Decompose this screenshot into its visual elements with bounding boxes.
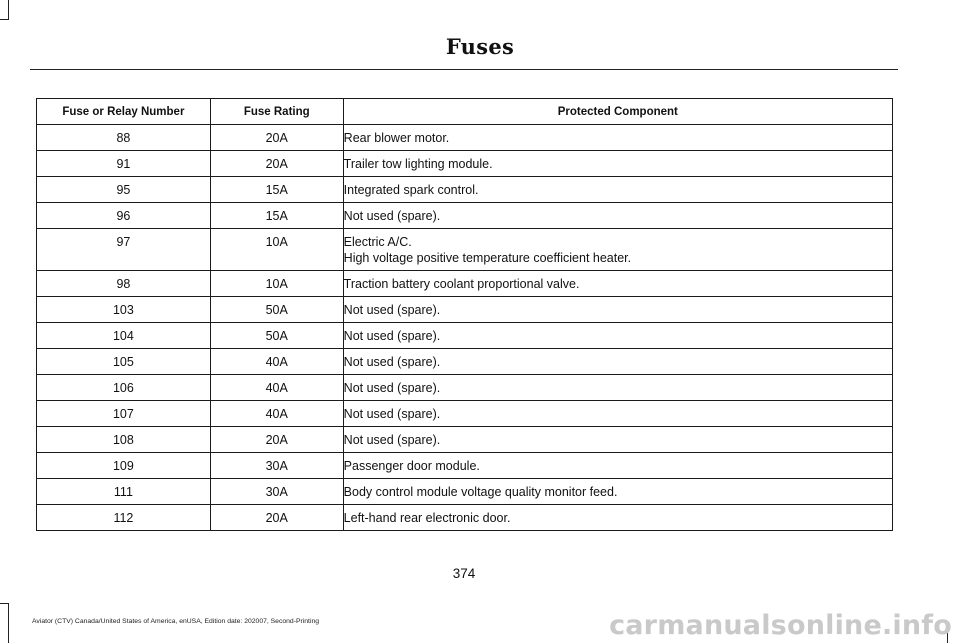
component-line: Not used (spare). — [343, 303, 441, 317]
protected-component-cell — [343, 177, 892, 203]
crop-mark — [0, 603, 9, 604]
page-number: 374 — [452, 566, 476, 581]
fuse-rating-cell: 20A — [210, 427, 343, 453]
table-row — [37, 151, 893, 177]
protected-component-cell — [343, 453, 892, 479]
table-row — [37, 271, 893, 297]
fuse-rating-cell: 20A — [210, 151, 343, 177]
table-row — [37, 125, 893, 151]
fuse-rating-cell: 30A — [210, 479, 343, 505]
fuse-number-cell: 96 — [37, 203, 211, 229]
component-line: Passenger door module. — [343, 459, 480, 473]
fuse-number-cell: 91 — [37, 151, 211, 177]
table-header-row — [37, 99, 893, 125]
fuse-rating-cell: 15A — [210, 203, 343, 229]
protected-component-cell — [343, 427, 892, 453]
component-line: Left-hand rear electronic door. — [343, 511, 511, 525]
fuse-number-cell: 112 — [37, 505, 211, 531]
fuse-number-cell: 103 — [37, 297, 211, 323]
protected-component-cell — [343, 323, 892, 349]
fuse-rating-cell: 50A — [210, 297, 343, 323]
protected-component-cell — [343, 229, 892, 271]
fuse-rating-cell: 15A — [210, 177, 343, 203]
table-row — [37, 349, 893, 375]
fuse-rating-cell: 50A — [210, 323, 343, 349]
fuse-number-cell: 88 — [37, 125, 211, 151]
fuse-number-cell: 111 — [37, 479, 211, 505]
fuse-rating-cell: 30A — [210, 453, 343, 479]
table-body — [37, 125, 893, 531]
component-line: High voltage positive temperature coefficient heater. — [343, 251, 632, 265]
fuse-rating-cell: 40A — [210, 349, 343, 375]
crop-mark — [8, 0, 9, 20]
table-row — [37, 229, 893, 271]
fuse-number-cell: 104 — [37, 323, 211, 349]
column-header-protected-component: Protected Component — [343, 99, 892, 125]
table-row — [37, 505, 893, 531]
crop-mark — [8, 603, 9, 643]
component-line: Electric A/C. — [343, 235, 412, 249]
fuse-rating-cell: 20A — [210, 505, 343, 531]
fuse-number-cell: 109 — [37, 453, 211, 479]
header-divider — [30, 69, 898, 70]
table-row — [37, 203, 893, 229]
table-row — [37, 401, 893, 427]
protected-component-cell — [343, 479, 892, 505]
protected-component-cell — [343, 271, 892, 297]
fuse-rating-cell: 20A — [210, 125, 343, 151]
protected-component-cell — [343, 203, 892, 229]
protected-component-cell — [343, 151, 892, 177]
protected-component-cell — [343, 375, 892, 401]
component-line: Traction battery coolant proportional valve. — [343, 277, 580, 291]
component-line: Not used (spare). — [343, 209, 441, 223]
component-line: Integrated spark control. — [343, 183, 479, 197]
fuse-number-cell: 97 — [37, 229, 211, 271]
table-row — [37, 297, 893, 323]
component-line: Not used (spare). — [343, 433, 441, 447]
fuse-rating-cell: 40A — [210, 375, 343, 401]
watermark: carmanualsonline.info — [609, 610, 952, 641]
column-header-fuse-rating: Fuse Rating — [210, 99, 343, 125]
fuse-number-cell: 106 — [37, 375, 211, 401]
component-line: Not used (spare). — [343, 329, 441, 343]
fuse-rating-cell: 40A — [210, 401, 343, 427]
component-line: Not used (spare). — [343, 407, 441, 421]
table-row — [37, 479, 893, 505]
protected-component-cell — [343, 125, 892, 151]
edition-footer: Aviator (CTV) Canada/United States of America, enUSA, Edition date: 202007, Second-Printing — [32, 618, 320, 625]
table-row — [37, 427, 893, 453]
table-row — [37, 453, 893, 479]
fuse-rating-cell: 10A — [210, 229, 343, 271]
protected-component-cell — [343, 297, 892, 323]
protected-component-cell — [343, 349, 892, 375]
crop-mark — [0, 19, 9, 20]
fuse-rating-cell: 10A — [210, 271, 343, 297]
fuse-number-cell: 98 — [37, 271, 211, 297]
table-row — [37, 375, 893, 401]
component-line: Rear blower motor. — [343, 131, 450, 145]
protected-component-cell — [343, 505, 892, 531]
fuse-number-cell: 95 — [37, 177, 211, 203]
fuse-table — [36, 98, 893, 531]
page-title: Fuses — [445, 34, 515, 59]
fuse-number-cell: 108 — [37, 427, 211, 453]
table-row — [37, 177, 893, 203]
component-line: Not used (spare). — [343, 355, 441, 369]
fuse-number-cell: 105 — [37, 349, 211, 375]
component-line: Body control module voltage quality monitor feed. — [343, 485, 618, 499]
protected-component-cell — [343, 401, 892, 427]
fuse-number-cell: 107 — [37, 401, 211, 427]
component-line: Trailer tow lighting module. — [343, 157, 493, 171]
table-row — [37, 323, 893, 349]
column-header-fuse-number: Fuse or Relay Number — [37, 99, 211, 125]
component-line: Not used (spare). — [343, 381, 441, 395]
